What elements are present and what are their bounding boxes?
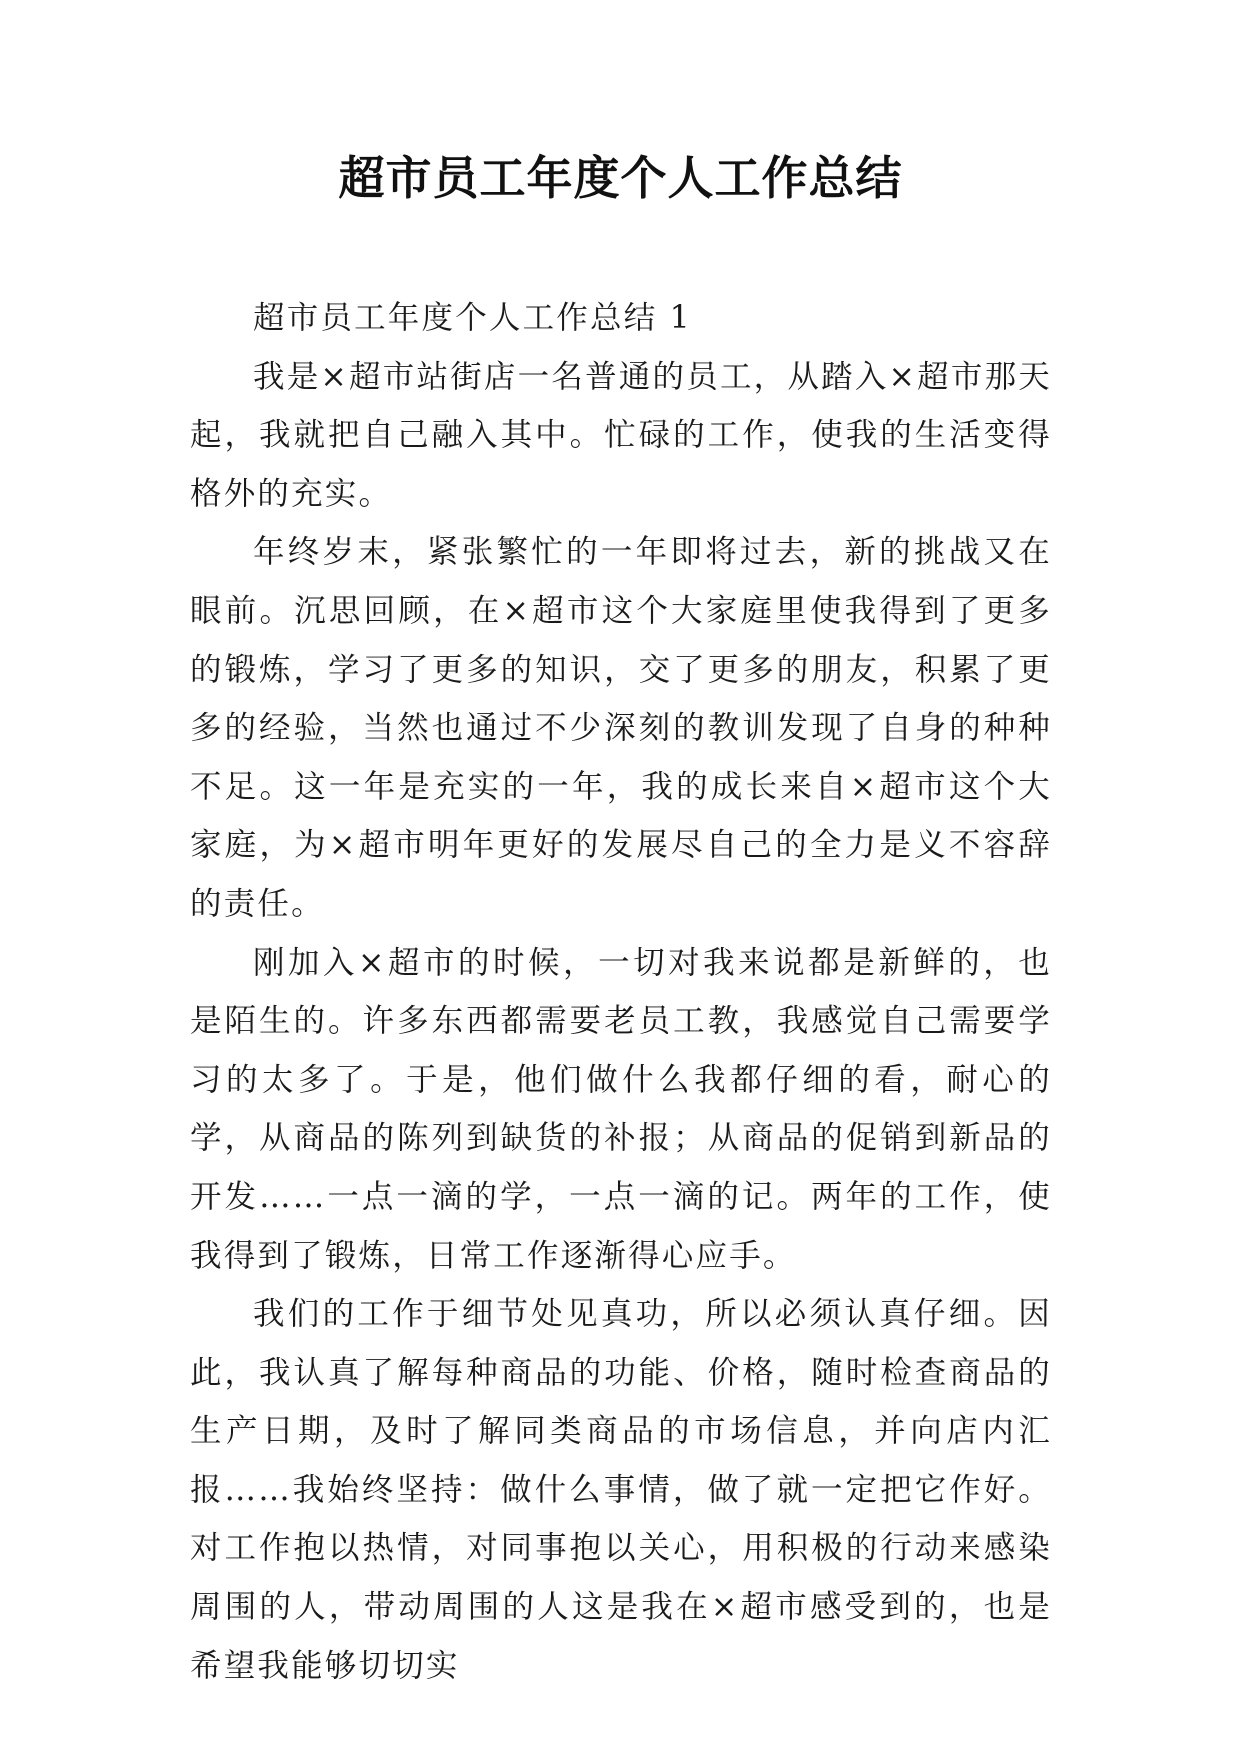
paragraph-3: 刚加入×超市的时候，一切对我来说都是新鲜的，也是陌生的。许多东西都需要老员工教，我感觉自己需要学习的太多了。于是，他们做什么我都仔细的看，耐心的学，从商品的陈列到缺货的补报；从商品的促销到新品的开发……一点一滴的学，一点一滴的记。两年的工作，使我得到了锻炼，日常工作逐渐得心应手。 [190, 944, 1052, 1274]
paragraph-1: 我是×超市站街店一名普通的员工，从踏入×超市那天起，我就把自己融入其中。忙碌的工作，使我的生活变得格外的充实。 [190, 358, 1052, 512]
document-body [190, 289, 1052, 1695]
paragraph-2: 年终岁末，紧张繁忙的一年即将过去，新的挑战又在眼前。沉思回顾，在×超市这个大家庭里使我得到了更多的锻炼，学习了更多的知识，交了更多的朋友，积累了更多的经验，当然也通过不少深刻的教训发现了自身的种种不足。这一年是充实的一年，我的成长来自×超市这个大家庭，为×超市明年更好的发展尽自己的全力是义不容辞的责任。 [190, 534, 1052, 922]
document-title: 超市员工年度个人工作总结 [338, 151, 903, 205]
section-heading: 超市员工年度个人工作总结 1 [253, 300, 692, 336]
paragraph-4: 我们的工作于细节处见真功，所以必须认真仔细。因此，我认真了解每种商品的功能、价格，随时检查商品的生产日期，及时了解同类商品的市场信息，并向店内汇报……我始终坚持：做什么事情，做了就一定把它作好。对工作抱以热情，对同事抱以关心，用积极的行动来感染周围的人，带动周围的人这是我在×超市感受到的，也是希望我能够切切实 [190, 1296, 1052, 1684]
